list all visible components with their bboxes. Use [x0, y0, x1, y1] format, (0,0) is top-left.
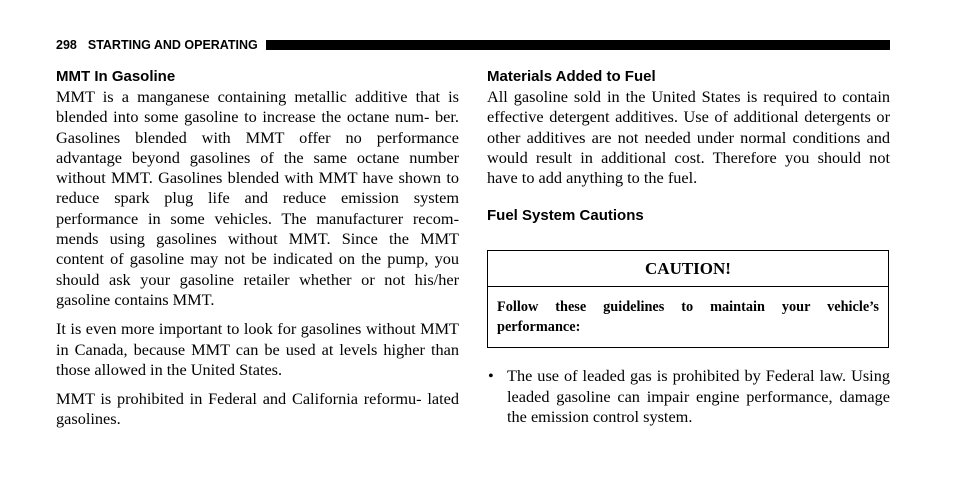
materials-paragraph: All gasoline sold in the United States is required to contain effective detergent additives. Use of additional detergents or other additives are not needed under normal conditions and would result in additional cost. Therefore you should not have to add anything to the fuel. [487, 87, 890, 188]
fuel-cautions-heading: Fuel System Cautions [487, 207, 644, 225]
caution-title: CAUTION! [488, 251, 888, 287]
mmt-heading: MMT In Gasoline [56, 68, 176, 85]
caution-bullet-list [487, 366, 890, 427]
mmt-paragraph-2: It is even more important to look for gasolines without MMT in Canada, because MMT can be used at levels higher than those allowed in the United States. [56, 319, 459, 379]
left-column [56, 67, 459, 430]
caution-body: Follow these guidelines to maintain your vehicle’s performance: [497, 299, 879, 336]
caution-box [487, 250, 889, 348]
mmt-paragraph-3: MMT is prohibited in Federal and California reformu- lated gasolines. [56, 389, 459, 429]
materials-heading: Materials Added to Fuel [487, 68, 656, 85]
mmt-paragraph-1: MMT is a manganese containing metallic additive that is blended into some gasoline to increase the octane num- ber. Gasolines blended with MMT offer no performance advantage beyond gasolines of the same octane number without MMT. Gasolines blended with MMT have shown to reduce spark plug life and reduce emission system performance in some vehicles. The manufacturer recom- mends using gasolines without MMT. Since the MMT content of gasoline may not be indicated on the pump, you should ask your gasoline retailer whether or not his/her gasoline contains MMT. [56, 87, 459, 309]
bullet-text: The use of leaded gas is prohibited by Federal law. Using leaded gasoline can impair engine performance, damage the emission control system. [507, 366, 890, 427]
page-header [56, 37, 890, 53]
bullet-icon: • [488, 366, 494, 386]
list-item [487, 366, 890, 427]
right-column [487, 67, 890, 427]
section-title: STARTING AND OPERATING [87, 38, 258, 52]
header-rule [266, 40, 890, 50]
page-number: 298 [56, 38, 77, 52]
